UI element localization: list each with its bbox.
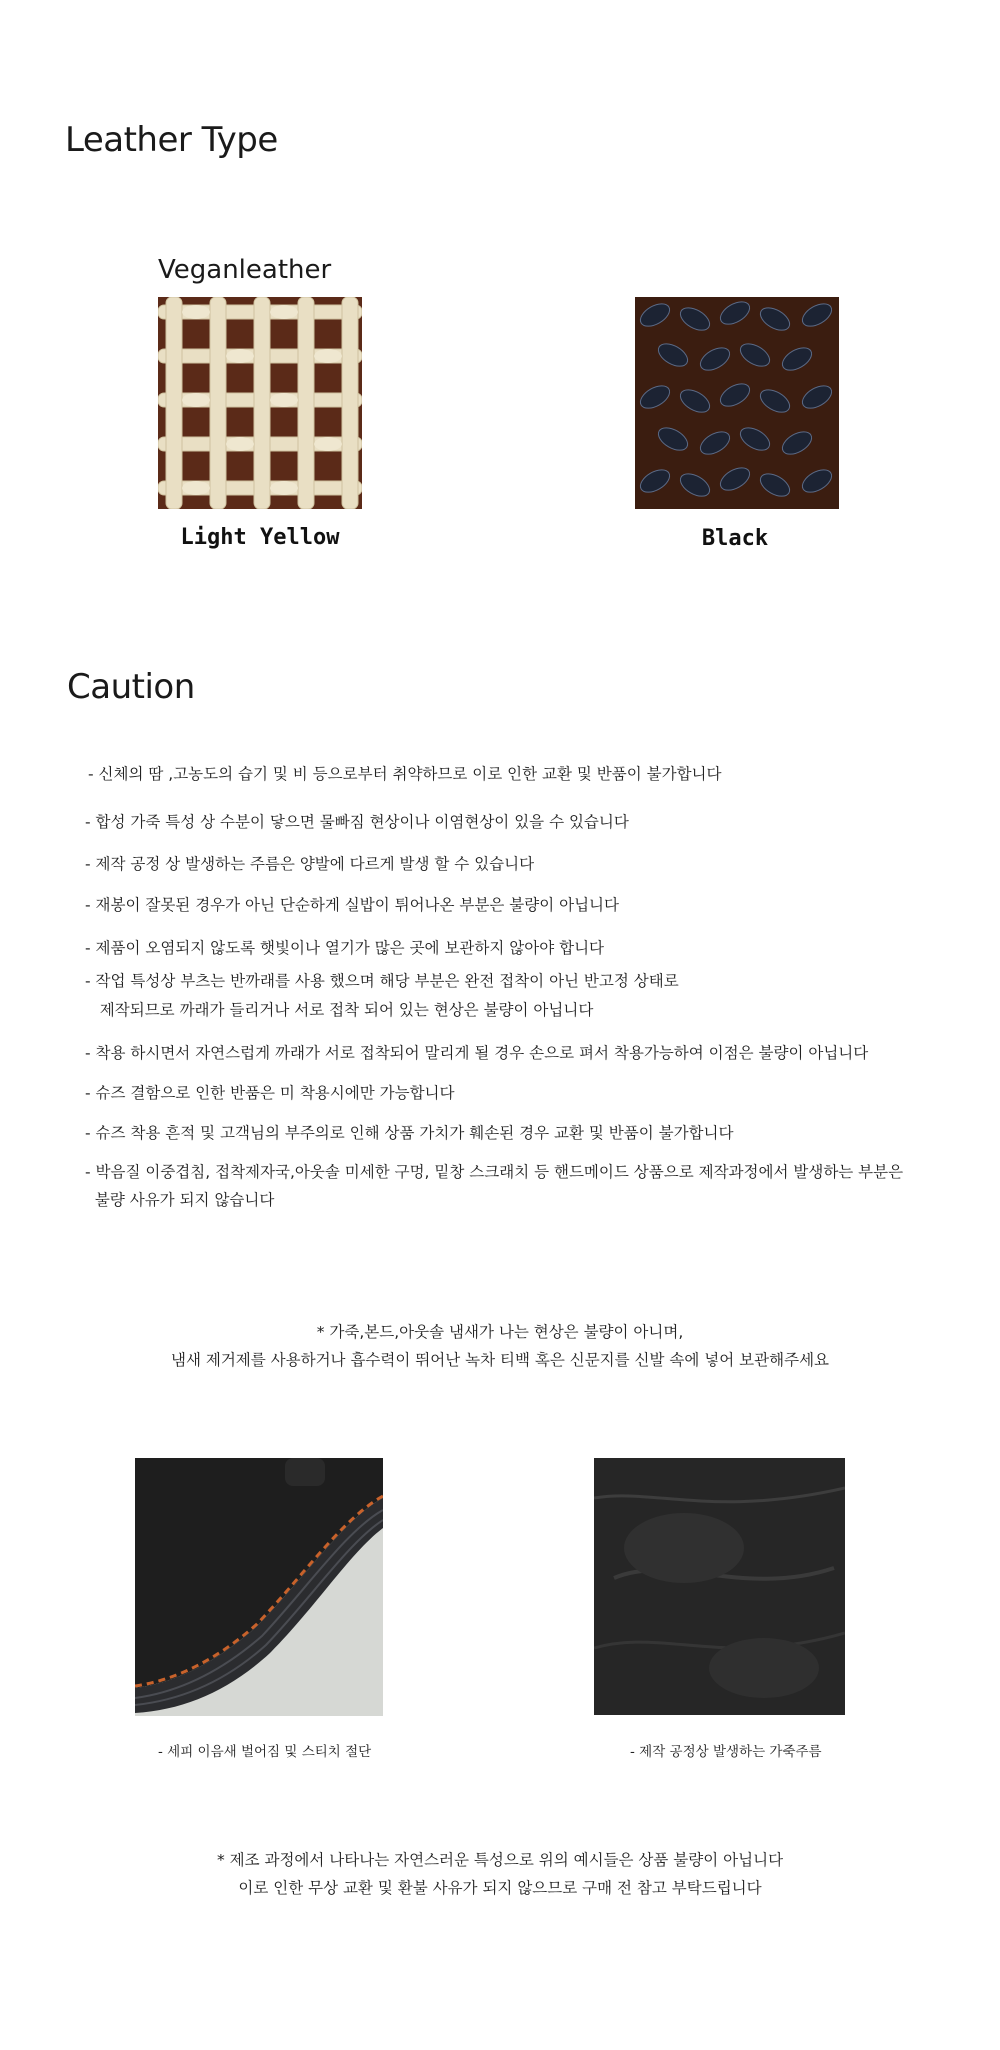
smell-note-line: * 가죽,본드,아웃솔 냄새가 나는 현상은 불량이 아니며,: [316, 1323, 684, 1341]
footer-note-line: 이로 인한 무상 교환 및 환불 사유가 되지 않으므로 구매 전 참고 부탁드립니다: [238, 1879, 762, 1897]
caution-heading: Caution: [67, 667, 195, 707]
swatch-light-yellow-label: Light Yellow: [180, 525, 340, 550]
caution-item: - 슈즈 결함으로 인한 반품은 미 착용시에만 가능합니다: [85, 1084, 455, 1102]
leather-type-heading: Leather Type: [65, 120, 278, 160]
caution-item: - 착용 하시면서 자연스럽게 까래가 서로 접착되어 말리게 될 경우 손으로 펴서 착용가능하여 이점은 불량이 아닙니다: [85, 1044, 869, 1062]
caution-item: - 재봉이 잘못된 경우가 아닌 단순하게 실밥이 튀어나온 부분은 불량이 아닙니다: [85, 896, 620, 914]
caution-item: 제작되므로 까래가 들리거나 서로 접착 되어 있는 현상은 불량이 아닙니다: [85, 1001, 594, 1019]
footer-note-line: * 제조 과정에서 나타나는 자연스러운 특성으로 위의 예시들은 상품 불량이 아닙니다: [216, 1851, 784, 1869]
caution-item: - 박음질 이중겹침, 접착제자국,아웃솔 미세한 구멍, 밑창 스크래치 등 핸드메이드 상품으로 제작과정에서 발생하는 부분은: [85, 1163, 904, 1181]
material-label: Veganleather: [158, 255, 332, 285]
caution-item: 불량 사유가 되지 않습니다: [85, 1191, 275, 1209]
caution-item: - 합성 가죽 특성 상 수분이 닿으면 물빠짐 현상이나 이염현상이 있을 수 있습니다: [85, 813, 629, 831]
caution-item: - 작업 특성상 부츠는 반까래를 사용 했으며 해당 부분은 완전 접착이 아닌 반고정 상태로: [85, 972, 679, 990]
swatch-black-image: [635, 297, 839, 509]
caution-item: - 신체의 땀 ,고농도의 습기 및 비 등으로부터 취약하므로 이로 인한 교환 및 반품이 불가합니다: [88, 765, 722, 783]
smell-note-line: 냄새 제거제를 사용하거나 흡수력이 뛰어난 녹차 티백 혹은 신문지를 신발 속에 넣어 보관해주세요: [170, 1351, 830, 1369]
caution-item: - 제품이 오염되지 않도록 햇빛이나 열기가 많은 곳에 보관하지 않아야 합니다: [85, 939, 605, 957]
sole-stitch-example-image: [135, 1458, 383, 1716]
swatch-black-label: Black: [701, 526, 769, 551]
swatch-light-yellow-image: [158, 297, 362, 509]
caution-item: - 제작 공정 상 발생하는 주름은 양발에 다르게 발생 할 수 있습니다: [85, 855, 535, 873]
leather-example-caption: - 제작 공정상 발생하는 가죽주름: [630, 1744, 822, 1760]
sole-example-caption: - 세피 이음새 벌어짐 및 스티치 절단: [158, 1744, 372, 1760]
leather-wrinkle-example-image: [594, 1458, 845, 1715]
caution-item: - 슈즈 착용 흔적 및 고객님의 부주의로 인해 상품 가치가 훼손된 경우 교환 및 반품이 불가합니다: [85, 1124, 734, 1142]
